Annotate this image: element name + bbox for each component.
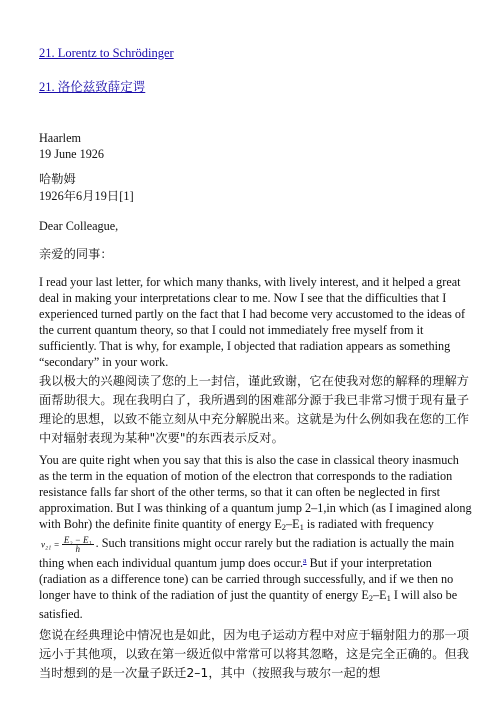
p2-sub-4: 1 — [386, 592, 391, 603]
paragraph-1-zh: 我以极大的兴趣阅读了您的上一封信，谨此致谢，它在使我对您的解释的理解方面帮助很大。现在我明白了，我所遇到的困难部分源于我已非常习惯于现有量子理论的思想，以致不能立刻从中充分解脱出来。这就是为什么例如我在您的工作中对辐射表现为某种"次要"的东西表示反对。 — [39, 374, 470, 445]
date-zh: 1926年6月19日[1] — [39, 189, 134, 203]
title-link-zh[interactable]: 21. 洛伦兹致薛定谔 — [39, 80, 146, 94]
p2-text-a: You are quite right when you say that this is also the case in classical theory inasmuch as the term in the equation of motion of the electron that corresponds to the radiation resistance falls far short of the other terms, so that it can often be neglected in first approximation. But I was thinking of a quantum jump 2–1,in which (as I imagined along with Bohr) the definite finite quantity of energy E — [39, 453, 472, 531]
formula-numerator: E₂ − E₁ — [63, 534, 92, 545]
paragraph-2-zh: 您说在经典理论中情况也是如此，因为电子运动方程中对应于辐射阻力的那一项远小于其他项，以致在第一级近似中常常可以将其忽略，这是完全正确的。但我当时想到的是一次量子跃迁2–1，其中（按照我与玻尔一起的想 — [39, 628, 470, 680]
formula-denominator: h — [75, 543, 80, 554]
p2-text-d: But if your interpretation (radiation as a difference tone) can be carried through successfully, and if we then no longer have to think of the radiation of just the quantity of energy E — [39, 555, 454, 602]
p2-text-c: . Such transitions might occur rarely but the radiation is actually the main thing when each individual quantum jump does occur. — [39, 536, 455, 570]
header-en — [39, 130, 472, 162]
title-link-en[interactable]: 21. Lorentz to Schrödinger — [39, 46, 174, 60]
place-zh: 哈勒姆 — [39, 172, 76, 186]
header-zh — [39, 171, 472, 204]
date-en: 19 June 1926 — [39, 147, 104, 161]
p2-text-b: is radiated with frequency — [303, 517, 434, 531]
paragraph-1-en: I read your last letter, for which many thanks, with lively interest, and it helped a great deal in making your interpretations clear to me. Now I see that the difficulties that I experienced turned partly on the fact that I had become very accustomed to the ideas of the current quantum theory, so that I could not immediately free myself from it sufficiently. That is why, for example, I objected that radiation appears as something “secondary” in your work. — [39, 275, 466, 369]
p2-sub-1: 2 — [281, 522, 287, 532]
salutation-en: Dear Colleague, — [39, 219, 119, 233]
p2-sub-3: 2 — [368, 592, 374, 603]
formula-lhs: ν₂₁ = — [41, 539, 60, 550]
p2-dash-2: –E — [373, 587, 387, 602]
p2-dash: –E — [286, 517, 300, 531]
frequency-formula — [41, 536, 94, 553]
place-en: Haarlem — [39, 131, 81, 145]
p2-sub-2: 1 — [299, 522, 304, 532]
p2-text-e: I will also be satisfied. — [39, 587, 458, 621]
footnote-link[interactable]: a — [303, 555, 307, 565]
salutation-zh: 亲爱的同事： — [39, 247, 113, 261]
paragraph-2-en — [39, 452, 472, 622]
formula-fraction — [62, 536, 94, 553]
